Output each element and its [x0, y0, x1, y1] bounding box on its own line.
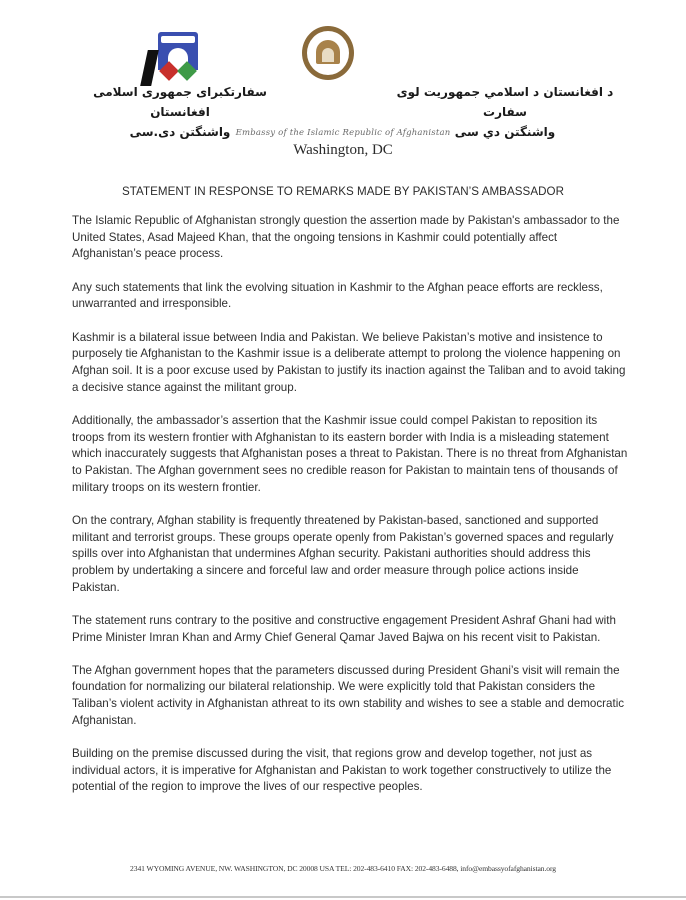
paragraph-2: Any such statements that link the evolving situation in Kashmir to the Afghan peace efforts are reckless, unwarranted and irresponsible.: [72, 280, 603, 311]
embassy-arch-logo-icon: [140, 28, 202, 88]
logo-black-bar: [140, 50, 159, 86]
bottom-divider: [0, 896, 686, 898]
pashto-line-2: واشنگتن دي سی: [454, 125, 556, 139]
paragraph-8: Building on the premise discussed during the visit, that regions grow and develop together, not just as individual actors, it is imperative for Afghanistan and Pakistan to work together constructively to utilize the potential of the region to improve the lives of our respective peoples.: [72, 747, 612, 794]
paragraph-7: The Afghan government hopes that the parameters discussed during President Ghani’s visit will remain the foundation for normalizing our bilateral relationship. We were explicitly told that Pakistan considers the Taliban’s violent activity in Afghanistan athreat to its own stability and wishes to see a stable and democratic Afghanistan.: [72, 663, 625, 727]
letterhead: [0, 0, 686, 165]
paragraph-3: Kashmir is a bilateral issue between India and Pakistan. We believe Pakistan’s motive and insistence to purposely tie Afghanistan to the Kashmir issue is a deliberate attempt to prolong the violence happening on Afghan soil. It is a poor excuse used by Pakistan to justify its inaction against the Taliban and to avoid taking a decisive stance against the militant group.: [72, 330, 626, 394]
logo-arch-band: [161, 36, 195, 43]
emblem-mihrab: [322, 48, 334, 62]
paragraph-1: The Islamic Republic of Afghanistan strongly question the assertion made by Pakistan's ambassador to the United States, Asad Majeed Khan, that the ongoing tensions in Kashmir could potentially affect Afghanistan’s peace process.: [72, 214, 620, 261]
paragraph-6: The statement runs contrary to the positive and constructive engagement President Ashraf Ghani had with Prime Minister Imran Khan and Army Chief General Qamar Javed Bajwa on his recent visit to Pakistan.: [72, 613, 616, 644]
statement-title: STATEMENT IN RESPONSE TO REMARKS MADE BY PAKISTAN’S AMBASSADOR: [121, 185, 565, 198]
statement-body: [72, 213, 628, 813]
paragraph-4: Additionally, the ambassador’s assertion that the Kashmir issue could compel Pakistan to reposition its troops from its western frontier with Afghanistan to its eastern border with India is a misleading statement which inaccurately suggests that Afghanistan poses a threat to Pakistan. There is no threat from Afghanistan to Pakistan. The Afghan government sees no credible reason for Pakistan to maintain tens of thousands of military troops on its western frontier.: [72, 413, 628, 494]
pashto-line-1: د افغانستان د اسلامي جمهوريت لوی سفارت: [396, 85, 614, 119]
english-embassy-name: Embassy of the Islamic Republic of Afghanistan: [235, 128, 451, 138]
dari-line-2: واشنگتن دی.سی: [129, 125, 231, 139]
national-emblem-icon: [302, 26, 354, 80]
paragraph-5: On the contrary, Afghan stability is frequently threatened by Pakistan-based, sanctioned and supported militant and terrorist groups. These groups operate openly from Pakistan’s governed spaces and regularly spills over into Afghanistan that undermines Afghan security. Pakistani authorities should address this problem by undertaking a sincere and forceful law and order measure through police actions inside Pakistan.: [72, 513, 614, 594]
dari-line-1: سفارتکبرای جمهوری اسلامی افغانستان: [93, 85, 267, 119]
letterhead-city: Washington, DC: [293, 142, 393, 158]
footer-address: 2341 WYOMING AVENUE, NW. WASHINGTON, DC 20008 USA TEL: 202-483-6410 FAX: 202-483-6488, info@embassyofafghanistan.org: [130, 864, 556, 873]
